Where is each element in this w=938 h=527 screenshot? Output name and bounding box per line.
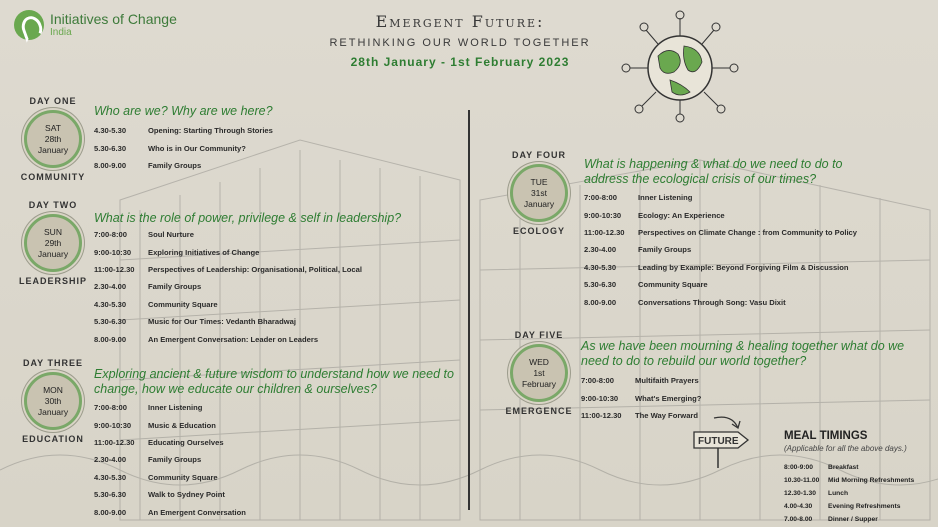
date: 29th: [44, 237, 62, 248]
leaf-logo-icon: [14, 10, 44, 40]
day-three-question: Exploring ancient & future wisdom to understand how we need to change, how we educate our children & ourselves?: [94, 367, 454, 396]
event-header: [300, 12, 620, 69]
day-four-question: What is happening & what do we need to do to address the ecological crisis of our times?: [584, 157, 843, 186]
session-row: 4.30-5.30 Opening: Starting Through Stories: [94, 126, 273, 136]
day-four-sessions: [584, 189, 857, 311]
day-theme: LEADERSHIP: [18, 276, 87, 286]
day-one-badge: [18, 96, 88, 186]
session-row: 11:00-12.30 Perspectives of Leadership: Organisational, Political, Local: [94, 264, 362, 274]
day-five-badge: [504, 330, 574, 420]
month: January: [523, 198, 555, 209]
globe-people-illustration-icon: [610, 6, 750, 126]
weekday: TUE: [530, 176, 548, 187]
meals-note: (Applicable for all the above days.): [784, 444, 907, 453]
meal-row: 10.30-11.00 Mid Morning Refreshments: [784, 477, 915, 484]
session-row: 5.30-6.30 Who is in Our Community?: [94, 143, 246, 153]
session-row: 7:00-8:00 Inner Listening: [584, 193, 693, 203]
day-theme: ECOLOGY: [512, 226, 565, 236]
event-dates: 28th January - 1st February 2023: [350, 55, 570, 69]
date-circle: [24, 110, 82, 168]
day-five-question: As we have been mourning & healing together what do we need to do to rebuild our world together?: [581, 339, 905, 368]
date: 31st: [530, 187, 548, 198]
event-title: Emergent Future:: [375, 12, 545, 31]
month: January: [37, 144, 69, 155]
meal-row: 8:00-9:00 Breakfast: [784, 464, 859, 471]
session-row: 9:00-10:30 Ecology: An Experience: [584, 210, 725, 220]
session-row: 2.30-4.00 Family Groups: [94, 282, 202, 292]
session-row: 5.30-6.30 Walk to Sydney Point: [94, 490, 225, 500]
session-row: 11:00-12.30 Educating Ourselves: [94, 437, 224, 447]
session-row: 11:00-12.30 Perspectives on Climate Change : from Community to Policy: [584, 227, 857, 237]
column-divider: [468, 110, 470, 510]
day-theme: EDUCATION: [22, 434, 84, 444]
session-row: 8.00-9.00 Conversations Through Song: Vasu Dixit: [584, 297, 786, 307]
brand-logo: [14, 10, 177, 40]
session-row: 7:00-8:00 Inner Listening: [94, 403, 203, 413]
day-five-sessions: [581, 372, 701, 424]
day-four-badge: [504, 150, 574, 240]
weekday: SUN: [44, 226, 62, 237]
org-name: Initiatives of Change: [50, 10, 177, 27]
session-row: 9:00-10:30 Exploring Initiatives of Change: [94, 247, 260, 257]
day-three-badge: [18, 358, 88, 448]
date-circle: [24, 214, 82, 272]
session-row: 4.30-5.30 Leading by Example: Beyond Forgiving Film & Discussion: [584, 262, 849, 272]
date-circle: [510, 344, 568, 402]
session-row: 9:00-10:30 What's Emerging?: [581, 393, 702, 403]
meals-title: MEAL TIMINGS: [784, 430, 868, 442]
day-one-sessions: [94, 122, 273, 174]
session-row: 5.30-6.30 Community Square: [584, 280, 708, 290]
meal-row: 12.30-1.30 Lunch: [784, 490, 849, 497]
day-label: DAY THREE: [22, 358, 84, 368]
weekday: MON: [43, 384, 63, 395]
session-row: 4.30-5.30 Community Square: [94, 472, 218, 482]
month: January: [37, 406, 69, 417]
future-signpost-icon: [692, 410, 752, 470]
weekday: WED: [529, 356, 549, 367]
session-row: 2.30-4.00 Family Groups: [94, 455, 202, 465]
day-two-question: What is the role of power, privilege & self in leadership?: [94, 211, 402, 225]
session-row: 8.00-9.00 An Emergent Conversation: [94, 507, 246, 517]
day-two-badge: [18, 200, 88, 290]
date: 1st: [533, 367, 545, 378]
day-label: DAY FOUR: [511, 150, 566, 160]
day-label: DAY ONE: [29, 96, 77, 106]
date-circle: [24, 372, 82, 430]
org-country: India: [50, 26, 72, 38]
meal-row: 4.00-4.30 Evening Refreshments: [784, 503, 901, 510]
date: 28th: [44, 133, 62, 144]
day-theme: COMMUNITY: [20, 172, 86, 182]
day-label: DAY FIVE: [514, 330, 564, 340]
session-row: 9:00-10:30 Music & Education: [94, 420, 216, 430]
day-three-sessions: [94, 399, 246, 521]
day-two-sessions: [94, 226, 362, 348]
session-row: 8.00-9.00 An Emergent Conversation: Leader on Leaders: [94, 334, 319, 344]
day-label: DAY TWO: [28, 200, 78, 210]
session-row: 5.30-6.30 Music for Our Times: Vedanth Bharadwaj: [94, 317, 296, 327]
date: 30th: [44, 395, 62, 406]
session-row: 4.30-5.30 Community Square: [94, 299, 218, 309]
meal-timings: [784, 430, 934, 526]
day-one-question: Who are we? Why are we here?: [94, 104, 273, 118]
weekday: SAT: [45, 122, 61, 133]
event-subtitle: RETHINKING OUR WORLD TOGETHER: [329, 37, 591, 49]
session-row: 2.30-4.00 Family Groups: [584, 245, 692, 255]
session-row: 11:00-12.30 The Way Forward: [581, 410, 699, 420]
session-row: 7:00-8:00 Multifaith Prayers: [581, 376, 699, 386]
date-circle: [510, 164, 568, 222]
month: February: [521, 378, 556, 389]
session-row: 7:00-8:00 Soul Nurture: [94, 230, 194, 240]
day-theme: EMERGENCE: [505, 406, 573, 416]
meal-row: 7.00-8.00 Dinner / Supper: [784, 516, 878, 523]
future-sign-text: FUTURE: [698, 436, 739, 447]
month: January: [37, 248, 69, 259]
session-row: 8.00-9.00 Family Groups: [94, 160, 202, 170]
